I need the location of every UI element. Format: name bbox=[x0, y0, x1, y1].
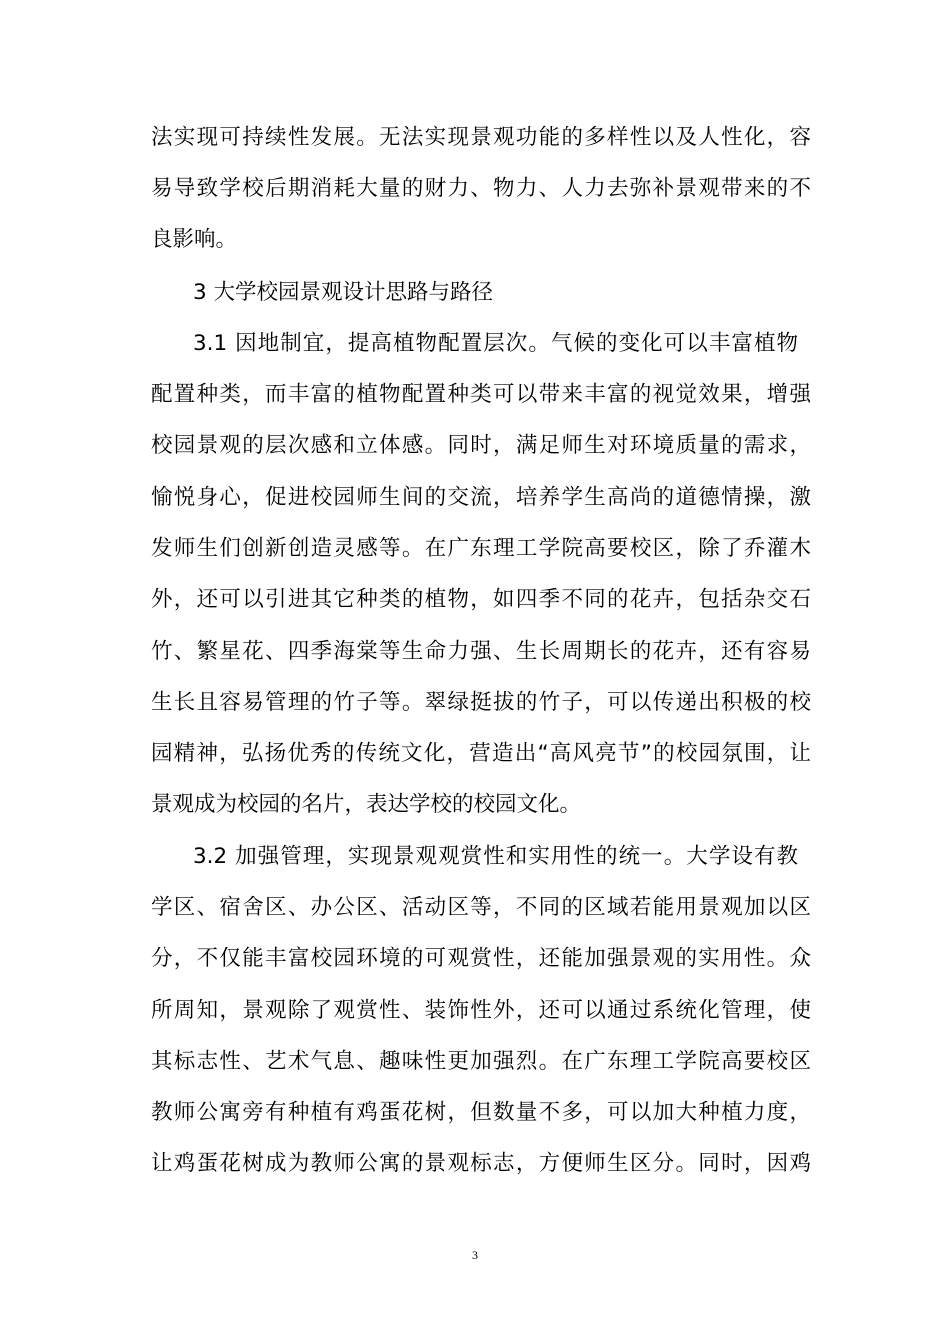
body-text-line: 外，还可以引进其它种类的植物，如四季不同的花卉，包括杂交石 bbox=[151, 587, 811, 612]
body-text-line: 法实现可持续性发展。无法实现景观功能的多样性以及人性化，容 bbox=[151, 125, 811, 150]
body-text-line: 所周知，景观除了观赏性、装饰性外，还可以通过系统化管理，使 bbox=[151, 998, 811, 1023]
body-text-line: 让鸡蛋花树成为教师公寓的景观标志，方便师生区分。同时，因鸡 bbox=[151, 1151, 811, 1176]
body-text-line: 景观成为校园的名片，表达学校的校园文化。 bbox=[151, 792, 582, 817]
subsection-heading-line: 3.1 因地制宜，提高植物配置层次。气候的变化可以丰富植物 bbox=[193, 331, 798, 356]
body-text-line: 其标志性、艺术气息、趣味性更加强烈。在广东理工学院高要校区 bbox=[151, 1049, 811, 1074]
body-text-line: 竹、繁星花、四季海棠等生命力强、生长周期长的花卉，还有容易 bbox=[151, 639, 811, 664]
section-heading: 3 大学校园景观设计思路与路径 bbox=[193, 280, 494, 305]
body-text-line: 配置种类，而丰富的植物配置种类可以带来丰富的视觉效果，增强 bbox=[151, 382, 811, 407]
page-number: 3 bbox=[472, 1248, 478, 1262]
body-text-line: 生长且容易管理的竹子等。翠绿挺拔的竹子，可以传递出积极的校 bbox=[151, 690, 811, 715]
body-text-line: 分，不仅能丰富校园环境的可观赏性，还能加强景观的实用性。众 bbox=[151, 946, 811, 971]
body-text-line: 教师公寓旁有种植有鸡蛋花树，但数量不多，可以加大种植力度， bbox=[151, 1100, 811, 1125]
body-text-line: 发师生们创新创造灵感等。在广东理工学院高要校区，除了乔灌木 bbox=[151, 536, 811, 561]
body-text-line: 愉悦身心，促进校园师生间的交流，培养学生高尚的道德情操，激 bbox=[151, 485, 811, 510]
body-text-line: 园精神，弘扬优秀的传统文化，营造出“高风亮节”的校园氛围，让 bbox=[151, 741, 811, 766]
body-text-line: 校园景观的层次感和立体感。同时，满足师生对环境质量的需求， bbox=[151, 433, 811, 458]
subsection-heading-line: 3.2 加强管理，实现景观观赏性和实用性的统一。大学设有教 bbox=[193, 844, 798, 869]
body-text-line: 良影响。 bbox=[151, 227, 238, 252]
body-text-line: 易导致学校后期消耗大量的财力、物力、人力去弥补景观带来的不 bbox=[151, 176, 811, 201]
body-text-line: 学区、宿舍区、办公区、活动区等，不同的区域若能用景观加以区 bbox=[151, 895, 811, 920]
